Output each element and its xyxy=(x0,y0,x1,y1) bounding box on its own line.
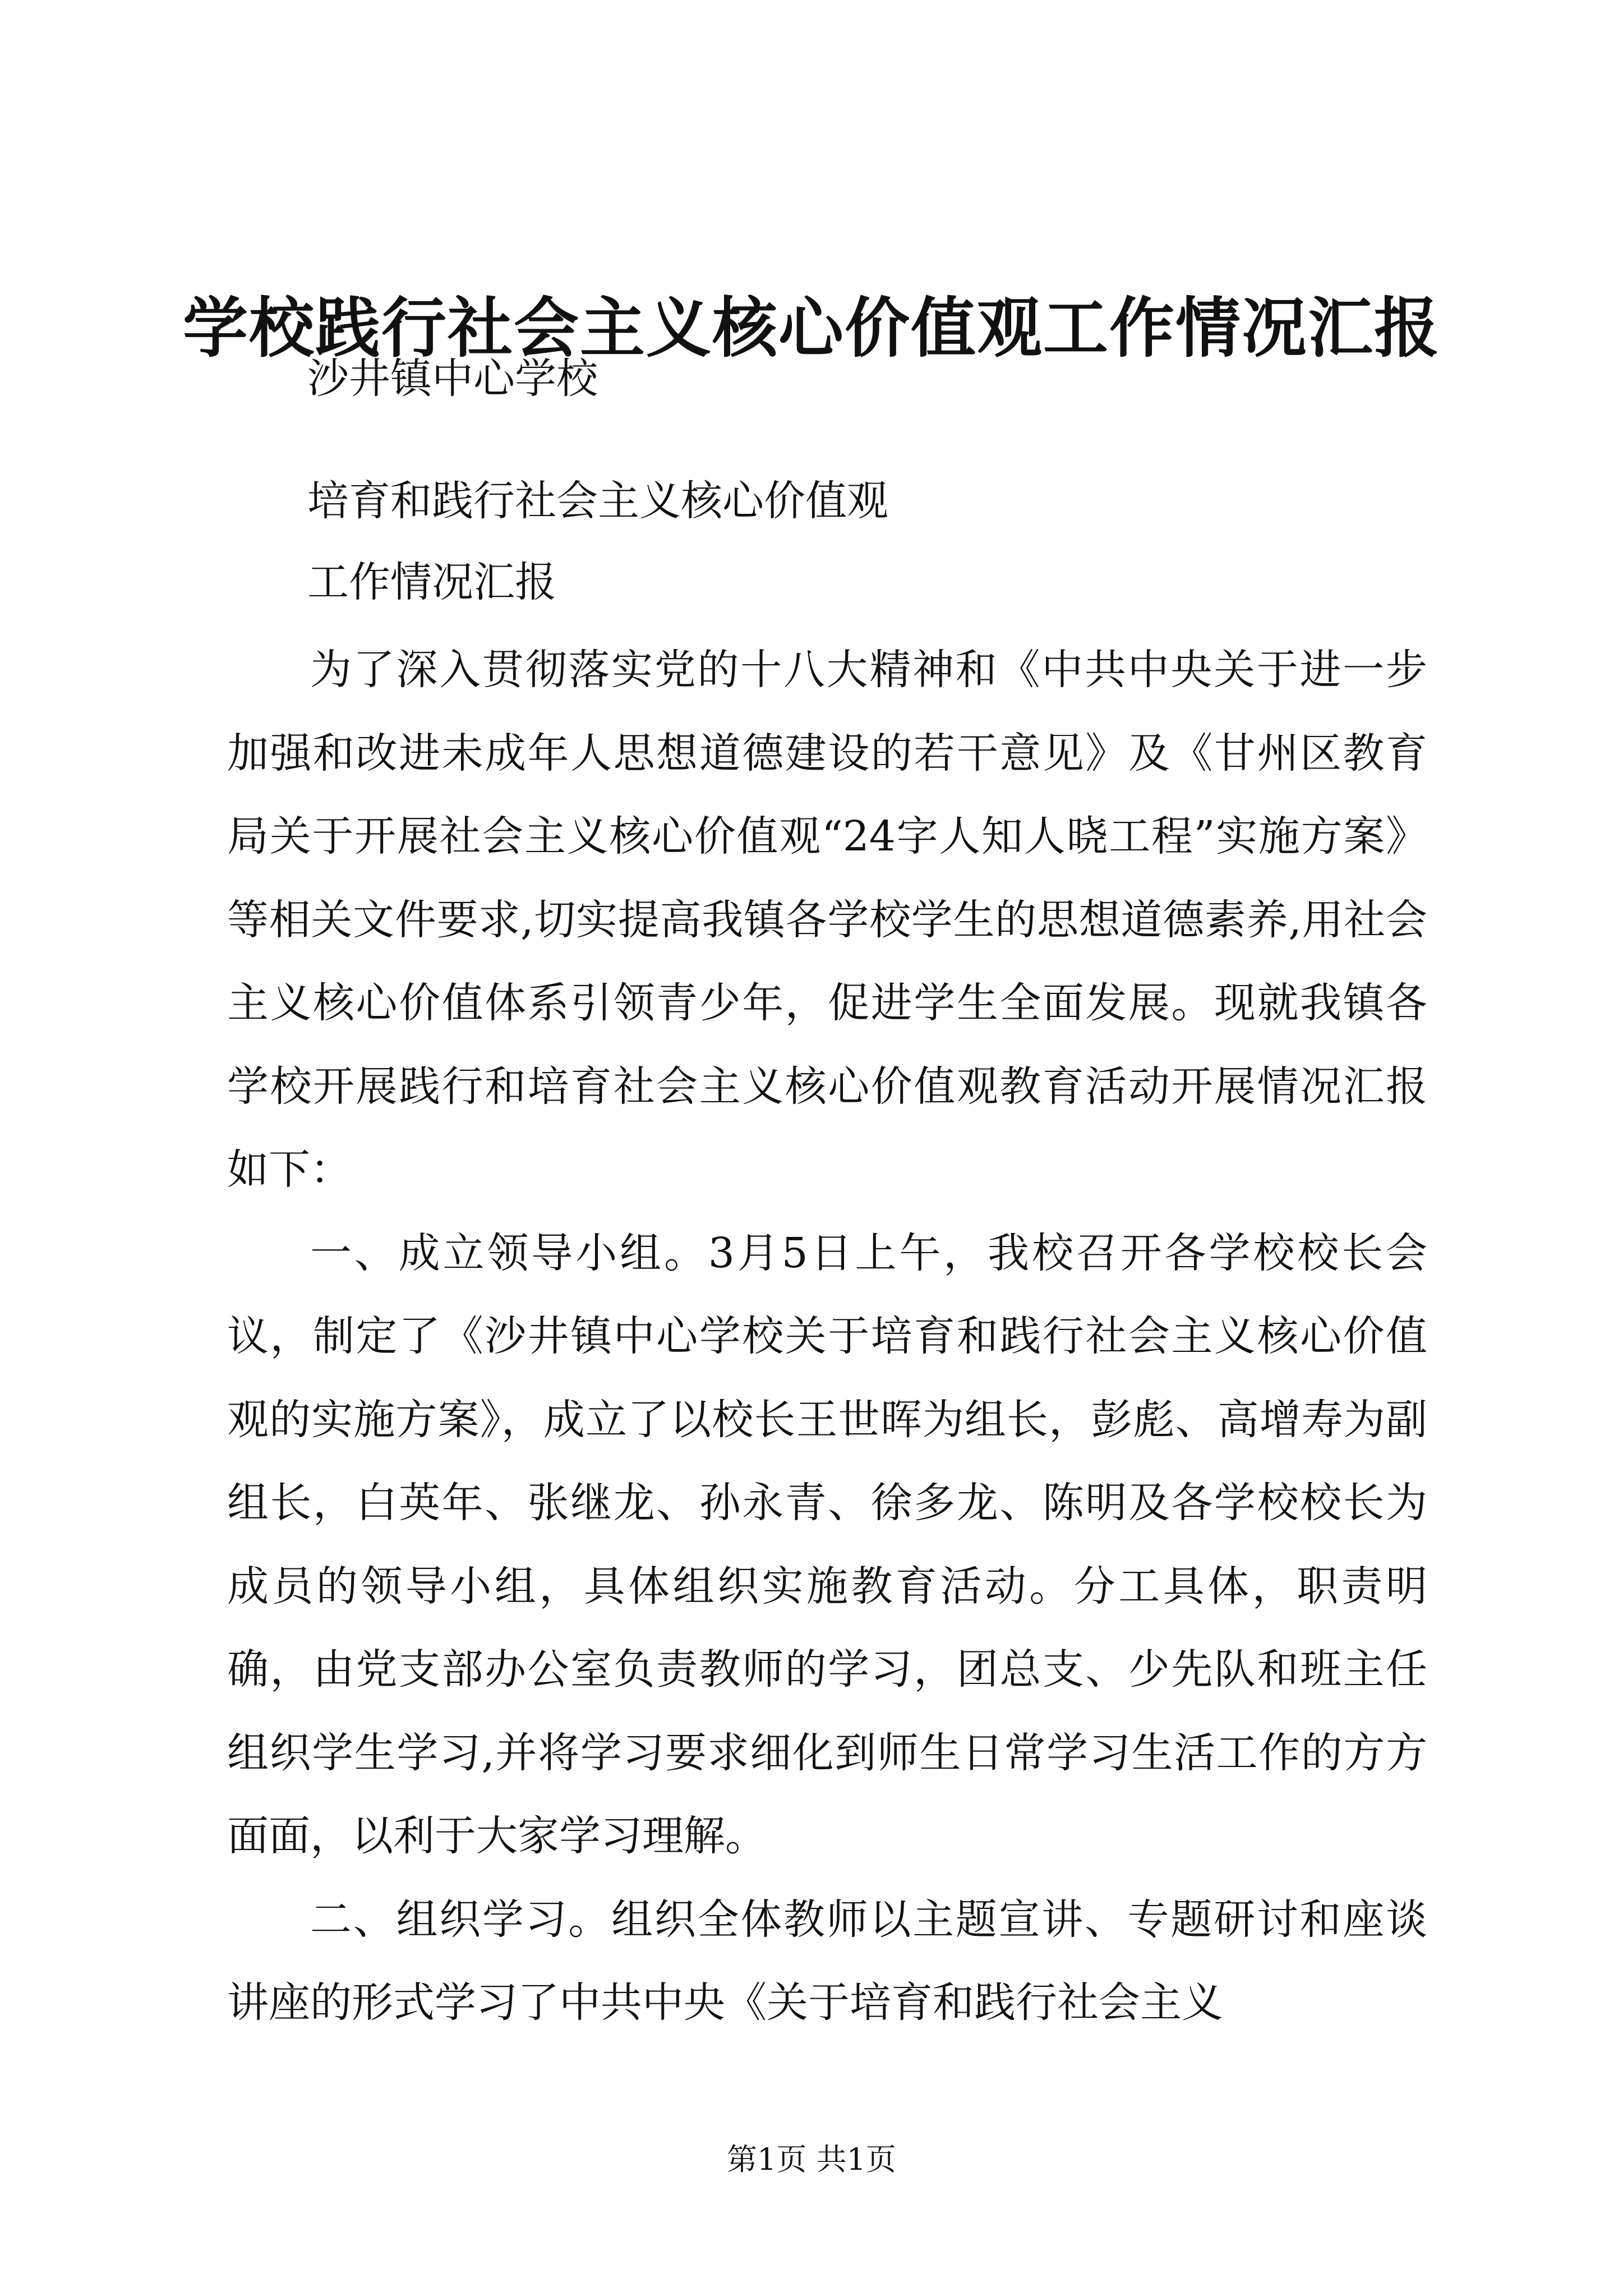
paragraph-intro: 为了深入贯彻落实党的十八大精神和《中共中央关于进一步加强和改进未成年人思想道德建设的若干意见》及《甘州区教育局关于开展社会主义核心价值观“24字人知人晓工程”实施方案》等相关文件要求,切实提高我镇各学校学生的思想道德素养,用社会主义核心价值体系引领青少年，促进学生全面发展。现就我镇各学校开展践行和培育社会主义核心价值观教育活动开展情况汇报如下： xyxy=(227,646,1427,1194)
page-footer: 第1页 共1页 xyxy=(727,2142,896,2177)
school-name: 沙井镇中心学校 xyxy=(307,355,598,403)
document-body xyxy=(227,628,1427,2045)
paragraph-section-2: 二、组织学习。组织全体教师以主题宣讲、专题研讨和座谈讲座的形式学习了中共中央《关于培育和践行社会主义 xyxy=(227,1895,1427,2027)
subtitle-line-2: 工作情况汇报 xyxy=(307,558,556,606)
subtitle-line-1: 培育和践行社会主义核心价值观 xyxy=(307,477,888,525)
paragraph-section-1: 一、成立领导小组。3月5日上午，我校召开各学校校长会议，制定了《沙井镇中心学校关于培育和践行社会主义核心价值观的实施方案》，成立了以校长王世晖为组长，彭彪、高增寿为副组长，白英年、张继龙、孙永青、徐多龙、陈明及各学校校长为成员的领导小组，具体组织实施教育活动。分工具体，职责明确，由党支部办公室负责教师的学习，团总支、少先队和班主任组织学生学习,并将学习要求细化到师生日常学习生活工作的方方面面，以利于大家学习理解。 xyxy=(227,1228,1427,1860)
document-title: 学校践行社会主义核心价值观工作情况汇报 xyxy=(183,290,1440,366)
